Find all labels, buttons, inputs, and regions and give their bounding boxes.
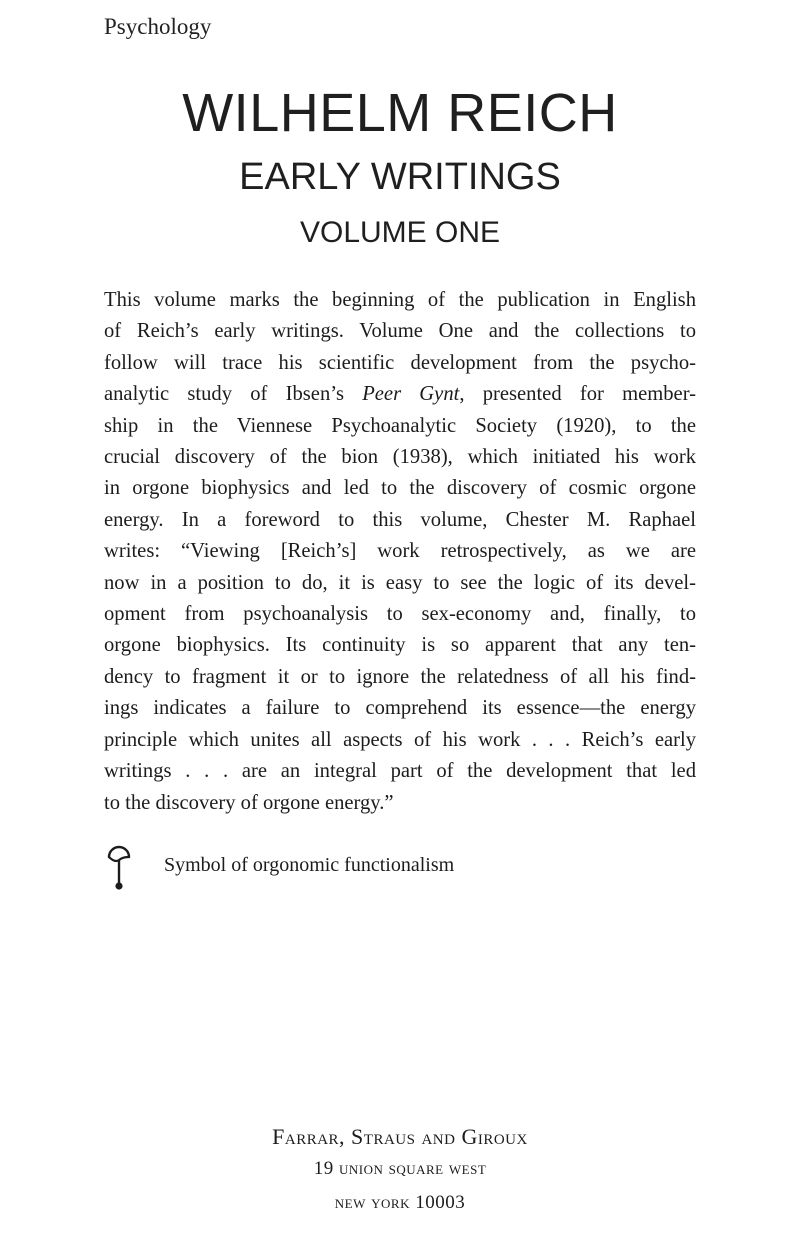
orgonomic-functionalism-symbol-icon [104, 838, 134, 894]
book-subtitle: EARLY WRITINGS [239, 156, 561, 198]
symbol-row [104, 838, 704, 894]
italic-title: Peer Gynt [362, 383, 460, 406]
volume-label: VOLUME ONE [299, 216, 501, 249]
blurb-line: principle which unites all aspects of his work . . . Reich’s early [104, 728, 696, 751]
blurb-line: now in a position to do, it is easy to see the logic of its devel- [104, 571, 696, 594]
blurb-line: in orgone biophysics and led to the discovery of cosmic orgone [104, 477, 696, 500]
blurb-line: writings . . . are an integral part of the development that led [104, 760, 696, 783]
blurb-line-head: analytic study of Ibsen’s [104, 383, 363, 406]
blurb-line [104, 379, 696, 410]
description-text [104, 285, 696, 819]
author-name: WILHELM REICH [182, 83, 618, 143]
blurb-line: writes: “Viewing [Reich’s] work retrospectively, as we are [104, 540, 696, 563]
publisher-city: new york 10003 [334, 1192, 466, 1213]
blurb-line: of Reich’s early writings. Volume One and the collections to [104, 320, 696, 343]
blurb-line: crucial discovery of the bion (1938), which initiated his work [104, 446, 696, 469]
blurb-line: opment from psychoanalysis to sex-economy and, finally, to [104, 603, 696, 626]
blurb-line: ship in the Viennese Psychoanalytic Society (1920), to the [104, 414, 696, 437]
blurb-line: ings indicates a failure to comprehend its essence—the energy [104, 697, 696, 720]
blurb-line: This volume marks the beginning of the publication in English [104, 289, 696, 311]
blurb-line: to the discovery of orgone energy.” [104, 791, 394, 814]
blurb-line: dency to fragment it or to ignore the relatedness of all his find- [104, 665, 696, 688]
symbol-caption: Symbol of orgonomic functionalism [164, 854, 455, 876]
blurb-line: follow will trace his scientific development from the psycho- [104, 351, 696, 374]
publisher-name: Farrar, Straus and Giroux [272, 1124, 528, 1149]
publisher-address: 19 union square west [313, 1158, 487, 1179]
blurb-line: orgone biophysics. Its continuity is so apparent that any ten- [104, 634, 696, 657]
blurb-line-tail: , presented for member- [459, 383, 696, 406]
blurb-line: energy. In a foreword to this volume, Chester M. Raphael [104, 508, 696, 531]
category-label: Psychology [104, 14, 212, 39]
